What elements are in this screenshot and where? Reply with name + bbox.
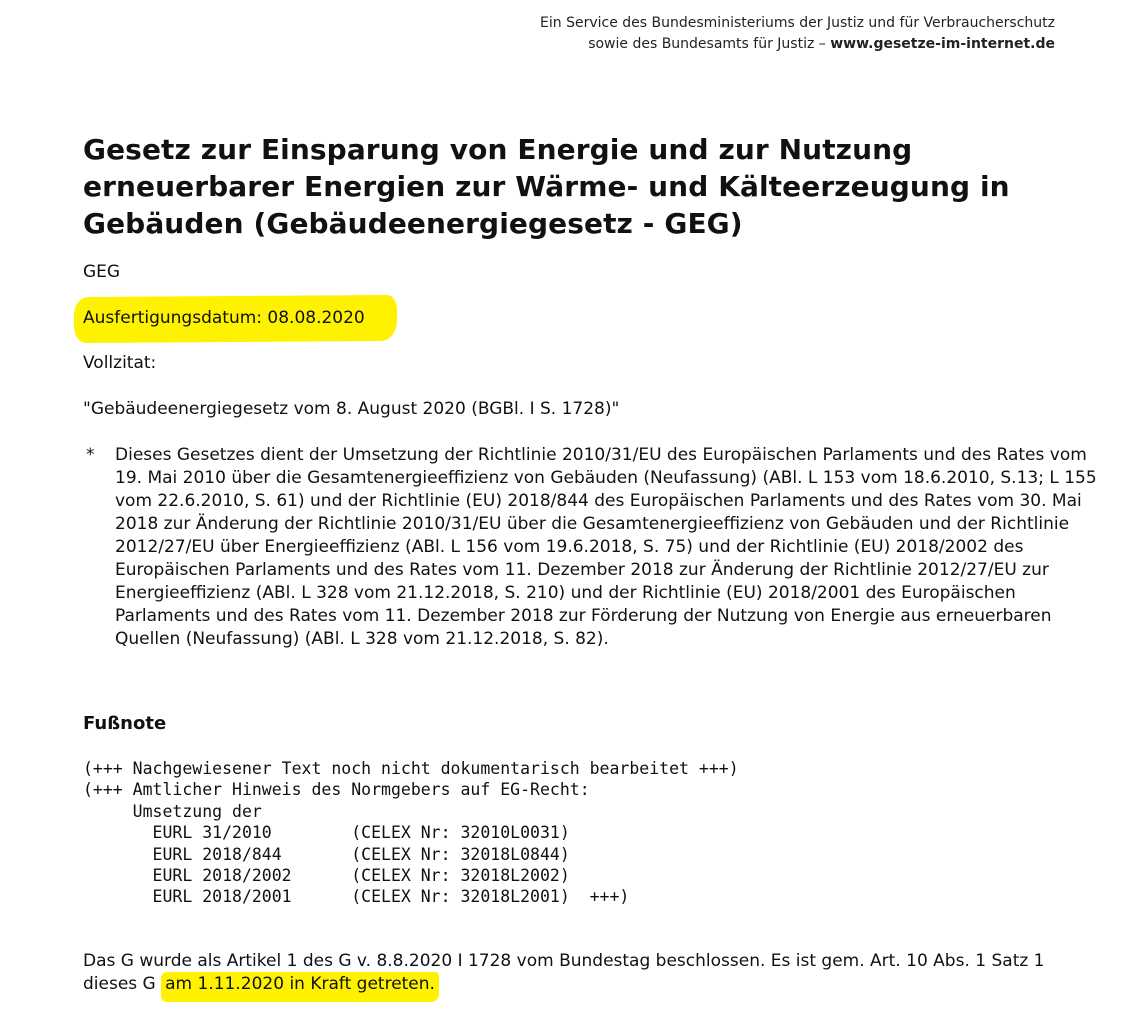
inkraft-paragraph <box>83 950 1103 996</box>
service-line-2-prefix: sowie des Bundesamts für Justiz – <box>588 36 831 52</box>
service-line-2 <box>540 34 1055 55</box>
ausfertigungsdatum: Ausfertigungsdatum: 08.08.2020 <box>83 308 365 328</box>
service-line-1: Ein Service des Bundesministeriums der Justiz und für Verbraucherschutz <box>540 15 1055 31</box>
inkraft-highlight: am 1.11.2020 in Kraft getreten. <box>161 972 439 1002</box>
vollzitat: "Gebäudeenergiegesetz vom 8. August 2020 (BGBl. I S. 1728)" <box>83 399 620 419</box>
service-header <box>540 13 1055 55</box>
law-abbreviation: GEG <box>83 262 121 282</box>
vollzitat-label: Vollzitat: <box>83 353 157 373</box>
ausfertigungsdatum-highlight <box>74 296 397 342</box>
note-marker: * <box>86 445 95 465</box>
inkraft-text: Das G wurde als Artikel 1 des G v. 8.8.2020 I 1728 vom Bundestag beschlossen. Es ist gem. Art. 10 Abs. 1 Satz 1 dieses G <box>83 951 1045 994</box>
law-title: Gesetz zur Einsparung von Energie und zur Nutzung erneuerbarer Energien zur Wärme- und Kälteerzeugung in Gebäuden (Gebäudeenergiegesetz - GEG) <box>83 133 1010 240</box>
eu-directive-note: Dieses Gesetzes dient der Umsetzung der Richtlinie 2010/31/EU des Europäischen Parlaments und des Rates vom 19. Mai 2010 über die Gesamtenergieeffizienz von Gebäuden (Neufassung) (ABl. L 153 vom 18.6.2010, S.13; L 155 vom 22.6.2010, S. 61) und der Richtlinie (EU) 2018/844 des Europäischen Parlaments und des Rates vom 30. Mai 2018 zur Änderung der Richtlinie 2010/31/EU über die Gesamtenergieeffizienz von Gebäuden und der Richtlinie 2012/27/EU über Energieeffizienz (ABl. L 156 vom 19.6.2018, S. 75) und der Richtlinie (EU) 2018/2002 des Europäischen Parlaments und des Rates vom 11. Dezember 2018 zur Änderung der Richtlinie 2012/27/EU zur Energieeffizienz (ABl. L 328 vom 21.12.2018, S. 210) und der Richtlinie (EU) 2018/2001 des Europäischen Parlaments und des Rates vom 11. Dezember 2018 zur Förderung der Nutzung von Energie aus erneuerbaren Quellen (Neufassung) (ABl. L 328 vom 21.12.2018, S. 82). <box>115 445 1097 649</box>
service-url-link[interactable]: www.gesetze-im-internet.de <box>830 36 1055 52</box>
footnote-text: (+++ Nachgewiesener Text noch nicht dokumentarisch bearbeitet +++) (+++ Amtlicher Hinweis des Normgebers auf EG-Recht: Umsetzung der EURL 31/2010 (CELEX Nr: 32010L0031) EURL 2018/844 (CELEX Nr: 32018L0844) EURL 2018/2002 (CELEX Nr: 32018L2002) EURL 2018/2001 (CELEX Nr: 32018L2001) +++) <box>83 759 739 907</box>
footnote-heading: Fußnote <box>83 713 167 734</box>
